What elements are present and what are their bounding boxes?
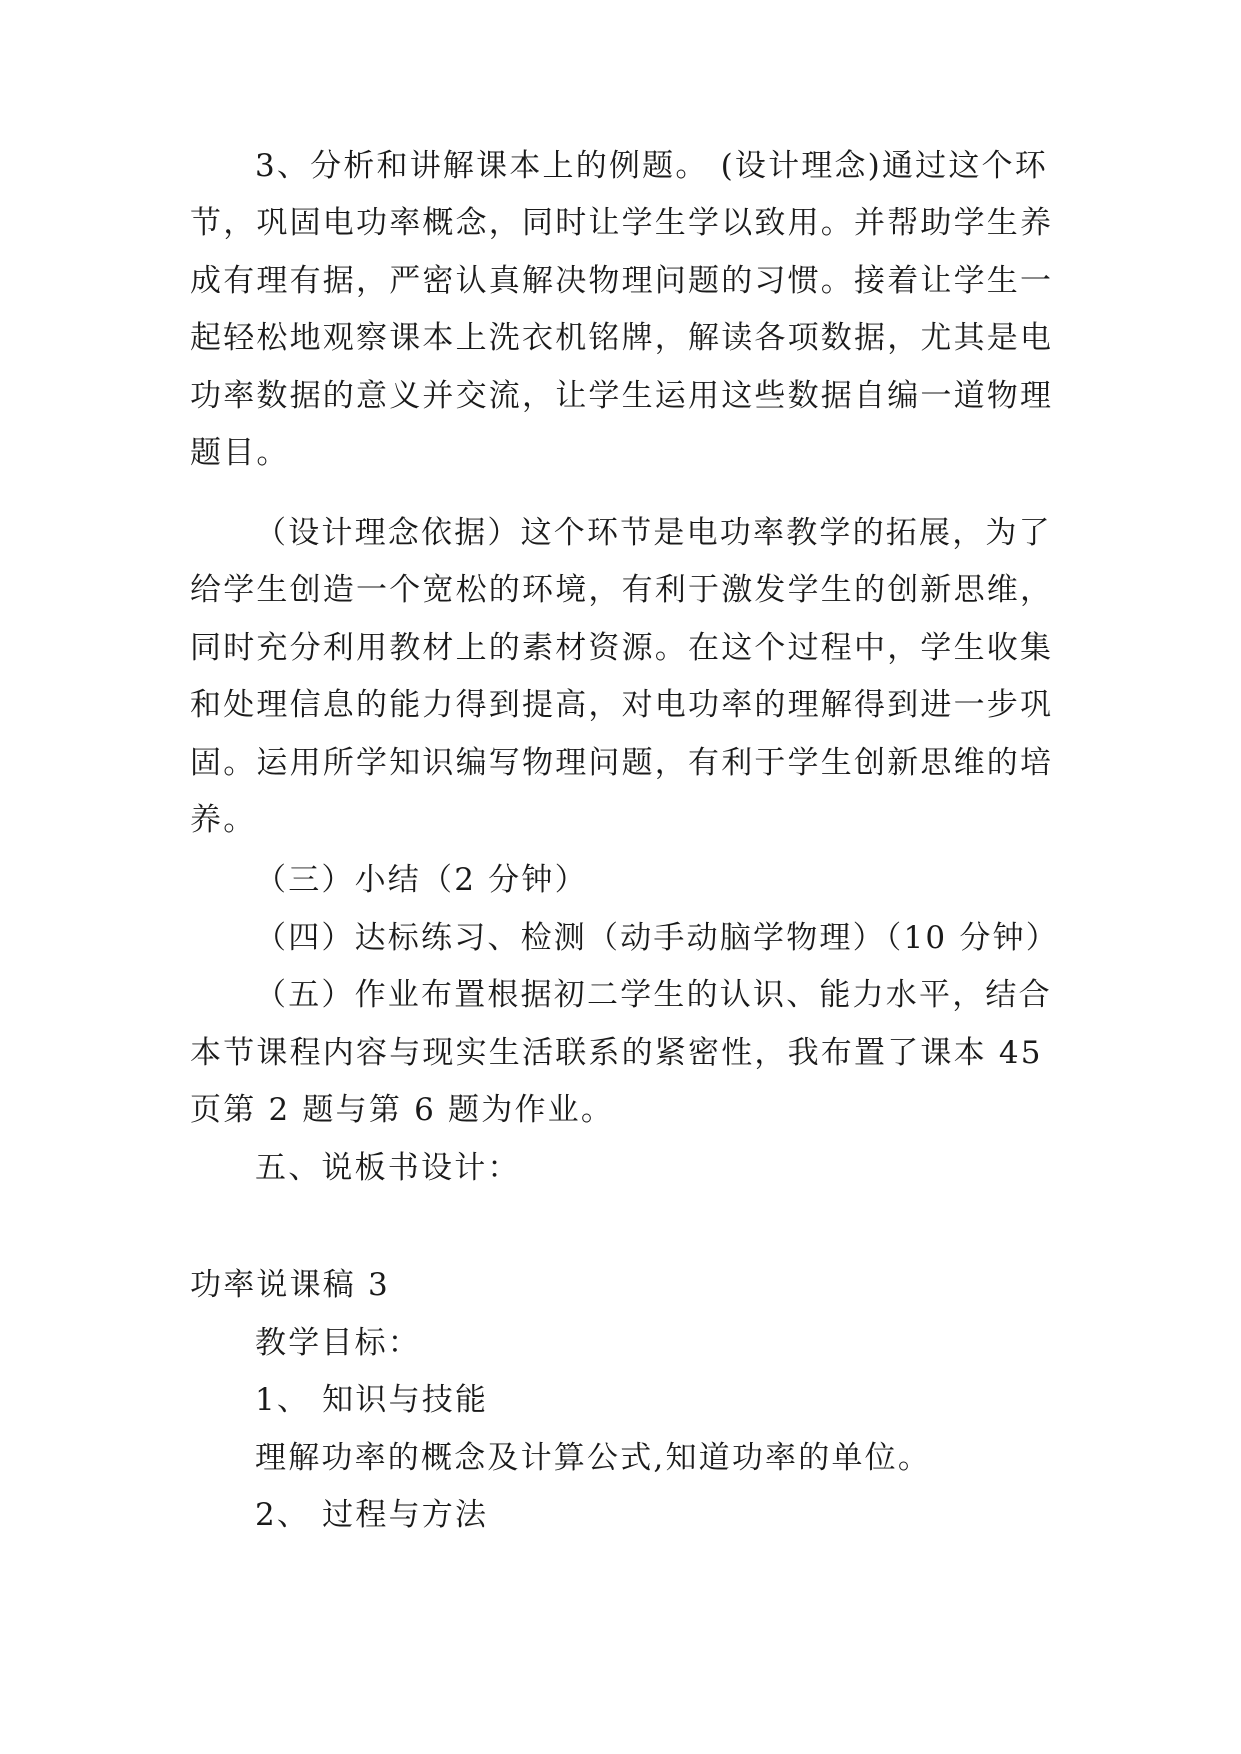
- document-title: 功率说课稿 3: [190, 1267, 390, 1303]
- paragraph-line: 起轻松地观察课本上洗衣机铭牌，解读各项数据，尤其是电: [190, 320, 1054, 356]
- section-heading: （三）小结（2 分钟）: [255, 862, 588, 898]
- paragraph-line: 功率数据的意义并交流，让学生运用这些数据自编一道物理: [190, 378, 1054, 414]
- section-heading: 五、说板书设计：: [255, 1150, 521, 1186]
- paragraph-line: 页第 2 题与第 6 题为作业。: [190, 1092, 615, 1128]
- paragraph-line: 和处理信息的能力得到提高，对电功率的理解得到进一步巩: [190, 687, 1054, 723]
- paragraph-line: 养。: [190, 802, 257, 838]
- paragraph-line: 节，巩固电功率概念，同时让学生学以致用。并帮助学生养: [190, 205, 1054, 241]
- paragraph-line: 本节课程内容与现实生活联系的紧密性，我布置了课本 45: [190, 1035, 1043, 1071]
- section-heading: （四）达标练习、检测（动手动脑学物理）（10 分钟）: [255, 920, 1059, 956]
- paragraph-line: 同时充分利用教材上的素材资源。在这个过程中，学生收集: [190, 630, 1054, 666]
- paragraph-line: 给学生创造一个宽松的环境，有利于激发学生的创新思维，: [190, 572, 1054, 608]
- section-heading: 教学目标：: [255, 1325, 421, 1361]
- paragraph-line: （设计理念依据）这个环节是电功率教学的拓展，为了: [255, 515, 1052, 551]
- list-item: 2、 过程与方法: [255, 1497, 489, 1533]
- paragraph-line: 理解功率的概念及计算公式,知道功率的单位。: [255, 1440, 932, 1476]
- paragraph-line: （五）作业布置根据初二学生的认识、能力水平，结合: [255, 977, 1052, 1013]
- list-item: 1、 知识与技能: [255, 1382, 489, 1418]
- paragraph-line: 3、分析和讲解课本上的例题。 (设计理念)通过这个环: [255, 148, 1048, 184]
- paragraph-line: 题目。: [190, 435, 290, 471]
- paragraph-line: 固。运用所学知识编写物理问题，有利于学生创新思维的培: [190, 745, 1054, 781]
- paragraph-line: 成有理有据，严密认真解决物理问题的习惯。接着让学生一: [190, 263, 1054, 299]
